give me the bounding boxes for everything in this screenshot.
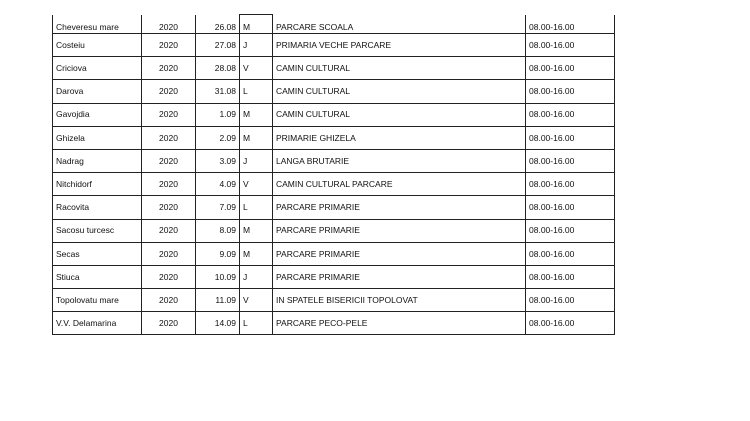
cell-location: PARCARE PRIMARIE [273,265,526,288]
cell-date: 3.09 [196,149,240,172]
cell-location: PRIMARIA VECHE PARCARE [273,34,526,57]
cell-locality: V.V. Delamarina [53,312,142,335]
cell-hours: 08.00-16.00 [526,34,615,57]
table-row [53,103,615,126]
cell-date: 10.09 [196,265,240,288]
cell-date: 7.09 [196,196,240,219]
cell-locality: Stiuca [53,265,142,288]
cell-date: 14.09 [196,312,240,335]
cell-hours: 08.00-16.00 [526,312,615,335]
cell-weekday: M [240,219,273,242]
cell-year: 2020 [142,219,196,242]
cell-year: 2020 [142,34,196,57]
schedule-table-body [53,15,615,335]
cell-locality: Nadrag [53,149,142,172]
cell-hours: 08.00-16.00 [526,196,615,219]
cell-weekday: M [240,103,273,126]
cell-year: 2020 [142,103,196,126]
cell-hours: 08.00-16.00 [526,126,615,149]
cell-year: 2020 [142,312,196,335]
cell-locality: Nitchidorf [53,173,142,196]
cell-hours: 08.00-16.00 [526,173,615,196]
cell-location: CAMIN CULTURAL [273,103,526,126]
table-row [53,126,615,149]
cell-date: 11.09 [196,289,240,312]
cell-location: CAMIN CULTURAL [273,57,526,80]
cell-date: 2.09 [196,126,240,149]
cell-year: 2020 [142,196,196,219]
cell-date: 26.08 [196,15,240,34]
cell-year: 2020 [142,126,196,149]
cell-weekday: L [240,312,273,335]
cell-year: 2020 [142,173,196,196]
cell-year: 2020 [142,57,196,80]
cell-hours: 08.00-16.00 [526,57,615,80]
cell-hours: 08.00-16.00 [526,80,615,103]
cell-hours: 08.00-16.00 [526,265,615,288]
cell-hours: 08.00-16.00 [526,289,615,312]
cell-location: PARCARE PRIMARIE [273,219,526,242]
cell-hours: 08.00-16.00 [526,103,615,126]
cell-date: 1.09 [196,103,240,126]
cell-location: PARCARE SCOALA [273,15,526,34]
cell-location: LANGA BRUTARIE [273,149,526,172]
cell-weekday: M [240,126,273,149]
schedule-page [52,14,614,335]
cell-locality: Costeiu [53,34,142,57]
cell-locality: Gavojdia [53,103,142,126]
cell-locality: Cheveresu mare [53,15,142,34]
cell-weekday: L [240,196,273,219]
cell-weekday: M [240,242,273,265]
cell-year: 2020 [142,149,196,172]
cell-year: 2020 [142,80,196,103]
cell-locality: Secas [53,242,142,265]
table-row [53,80,615,103]
cell-location: PRIMARIE GHIZELA [273,126,526,149]
cell-location: PARCARE PRIMARIE [273,242,526,265]
cell-year: 2020 [142,242,196,265]
table-row [53,57,615,80]
table-row [53,34,615,57]
cell-weekday: J [240,265,273,288]
table-row [53,15,615,34]
cell-hours: 08.00-16.00 [526,242,615,265]
cell-location: IN SPATELE BISERICII TOPOLOVAT [273,289,526,312]
table-row [53,149,615,172]
cell-date: 9.09 [196,242,240,265]
cell-date: 27.08 [196,34,240,57]
cell-date: 4.09 [196,173,240,196]
cell-year: 2020 [142,265,196,288]
cell-year: 2020 [142,289,196,312]
cell-date: 28.08 [196,57,240,80]
table-row [53,289,615,312]
cell-location: CAMIN CULTURAL PARCARE [273,173,526,196]
table-row [53,196,615,219]
table-row [53,242,615,265]
cell-location: PARCARE PRIMARIE [273,196,526,219]
cell-weekday: L [240,80,273,103]
cell-weekday: J [240,34,273,57]
cell-year: 2020 [142,15,196,34]
cell-date: 8.09 [196,219,240,242]
table-row [53,219,615,242]
table-row [53,173,615,196]
cell-locality: Sacosu turcesc [53,219,142,242]
cell-hours: 08.00-16.00 [526,219,615,242]
schedule-table [52,14,615,335]
cell-weekday: V [240,173,273,196]
cell-location: CAMIN CULTURAL [273,80,526,103]
cell-weekday: J [240,149,273,172]
cell-hours: 08.00-16.00 [526,15,615,34]
cell-date: 31.08 [196,80,240,103]
cell-locality: Criciova [53,57,142,80]
cell-locality: Ghizela [53,126,142,149]
cell-locality: Topolovatu mare [53,289,142,312]
cell-locality: Racovita [53,196,142,219]
table-row [53,312,615,335]
cell-hours: 08.00-16.00 [526,149,615,172]
cell-weekday: V [240,57,273,80]
cell-location: PARCARE PECO-PELE [273,312,526,335]
cell-weekday: M [240,15,273,34]
table-row [53,265,615,288]
cell-locality: Darova [53,80,142,103]
cell-weekday: V [240,289,273,312]
